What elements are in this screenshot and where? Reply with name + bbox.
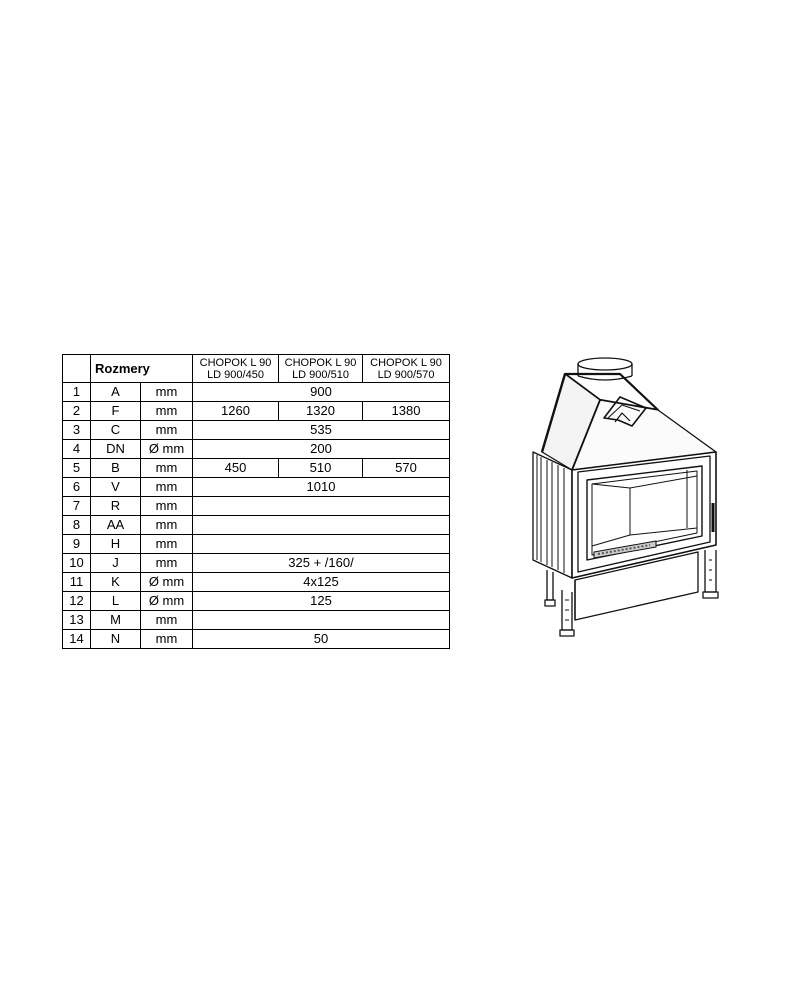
dimension-code: DN (91, 440, 141, 459)
model-header (363, 355, 450, 383)
table-header-row (63, 355, 450, 383)
row-number: 11 (63, 573, 91, 592)
row-number: 5 (63, 459, 91, 478)
unit-cell: Ø mm (141, 592, 193, 611)
unit-cell: mm (141, 535, 193, 554)
unit-cell: mm (141, 402, 193, 421)
fireplace-insert-illustration (522, 352, 722, 642)
value-cell (193, 516, 450, 535)
dimensions-table (62, 354, 450, 649)
value-cell: 125 (193, 592, 450, 611)
unit-cell: mm (141, 383, 193, 402)
row-number: 8 (63, 516, 91, 535)
model-name: CHOPOK L 90 (284, 356, 357, 369)
table-row (63, 592, 450, 611)
value-cell: 50 (193, 630, 450, 649)
row-number: 14 (63, 630, 91, 649)
value-cell: 1320 (279, 402, 363, 421)
unit-cell: mm (141, 630, 193, 649)
value-cell: 4x125 (193, 573, 450, 592)
table-row (63, 459, 450, 478)
value-cell: 900 (193, 383, 450, 402)
table-row (63, 421, 450, 440)
dimension-code: H (91, 535, 141, 554)
unit-cell: mm (141, 459, 193, 478)
value-cell: 1010 (193, 478, 450, 497)
dimension-code: K (91, 573, 141, 592)
row-number: 6 (63, 478, 91, 497)
row-number: 10 (63, 554, 91, 573)
model-name: CHOPOK L 90 (199, 356, 272, 369)
unit-cell: Ø mm (141, 440, 193, 459)
value-cell: 510 (279, 459, 363, 478)
header-num-cell (63, 355, 91, 383)
dimension-code: F (91, 402, 141, 421)
value-cell: 200 (193, 440, 450, 459)
dimension-code: J (91, 554, 141, 573)
table-row (63, 573, 450, 592)
row-number: 9 (63, 535, 91, 554)
table-row (63, 440, 450, 459)
value-cell: 570 (363, 459, 450, 478)
table-row (63, 478, 450, 497)
model-size: LD 900/510 (292, 368, 349, 381)
unit-cell: mm (141, 516, 193, 535)
table-row (63, 535, 450, 554)
unit-cell: mm (141, 478, 193, 497)
value-cell: 535 (193, 421, 450, 440)
unit-cell: mm (141, 497, 193, 516)
model-header (279, 355, 363, 383)
model-size: LD 900/450 (207, 368, 264, 381)
table-row (63, 516, 450, 535)
row-number: 1 (63, 383, 91, 402)
dimension-code: C (91, 421, 141, 440)
table-row (63, 497, 450, 516)
row-number: 7 (63, 497, 91, 516)
value-cell: 450 (193, 459, 279, 478)
row-number: 12 (63, 592, 91, 611)
table-row (63, 383, 450, 402)
model-name: CHOPOK L 90 (370, 356, 442, 369)
row-number: 2 (63, 402, 91, 421)
dimension-code: B (91, 459, 141, 478)
table-row (63, 554, 450, 573)
table-row (63, 402, 450, 421)
unit-cell: mm (141, 611, 193, 630)
model-header (193, 355, 279, 383)
value-cell (193, 611, 450, 630)
dimension-code: M (91, 611, 141, 630)
row-number: 3 (63, 421, 91, 440)
dimension-code: L (91, 592, 141, 611)
dimension-code: A (91, 383, 141, 402)
dimension-code: AA (91, 516, 141, 535)
model-size: LD 900/570 (377, 368, 435, 381)
table-title: Rozmery (91, 355, 193, 383)
value-cell: 325 + /160/ (193, 554, 450, 573)
dimension-code: V (91, 478, 141, 497)
unit-cell: Ø mm (141, 573, 193, 592)
dimension-code: N (91, 630, 141, 649)
row-number: 13 (63, 611, 91, 630)
value-cell: 1260 (193, 402, 279, 421)
value-cell (193, 535, 450, 554)
table-row (63, 630, 450, 649)
unit-cell: mm (141, 554, 193, 573)
dimension-code: R (91, 497, 141, 516)
table-row (63, 611, 450, 630)
row-number: 4 (63, 440, 91, 459)
value-cell (193, 497, 450, 516)
value-cell: 1380 (363, 402, 450, 421)
unit-cell: mm (141, 421, 193, 440)
